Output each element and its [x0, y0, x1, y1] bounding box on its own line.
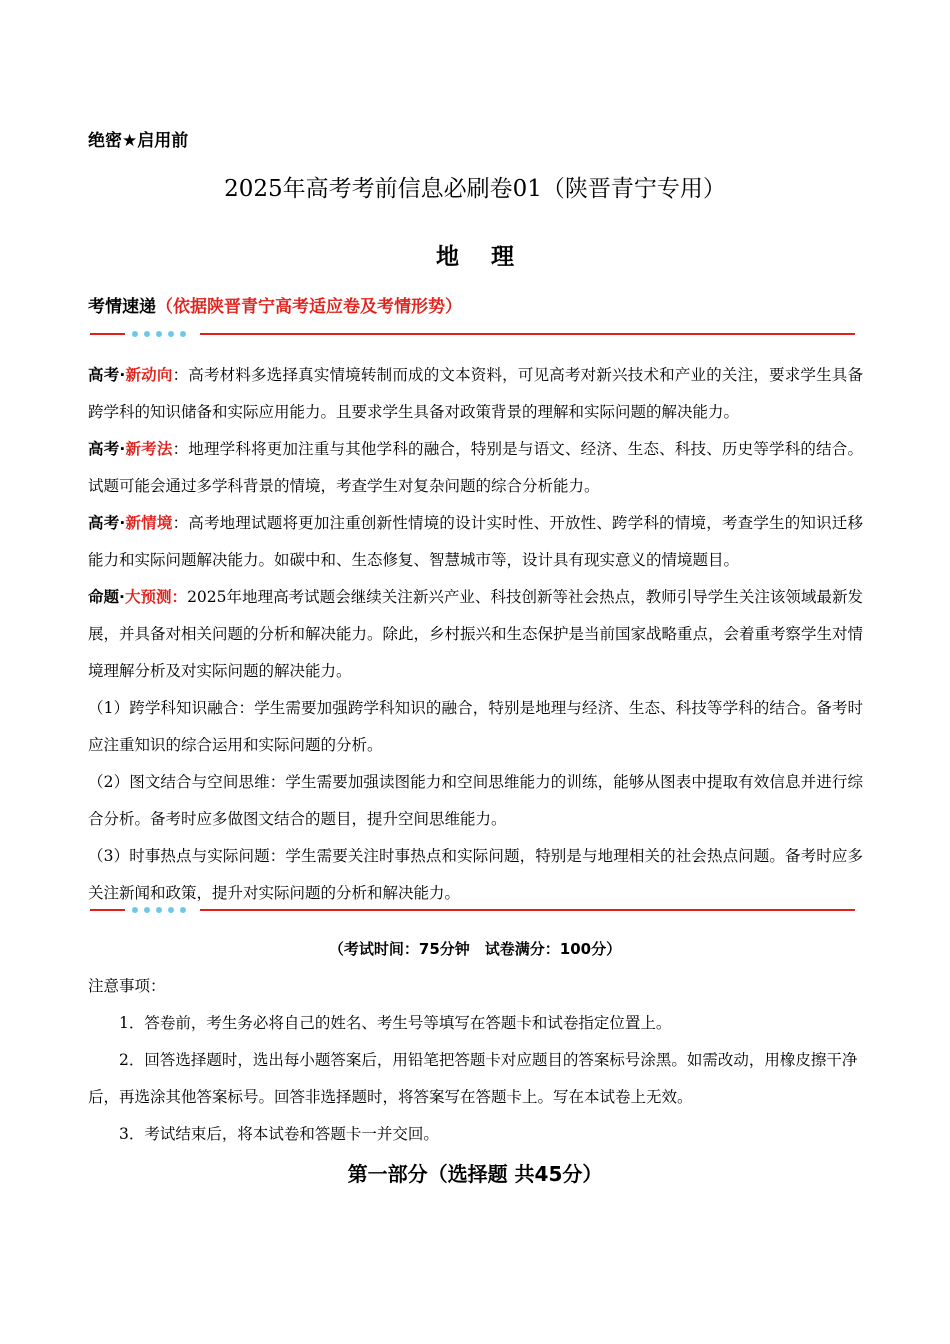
kaoqing-heading-label: 考情速递 [88, 297, 156, 317]
kaoqing-item: （2）图文结合与空间思维：学生需要加强读图能力和空间思维能力的训练，能够从图表中提取有效信息并进行综合分析。备考时应多做图文结合的题目，提升空间思维能力。 [88, 773, 863, 828]
exam-notes [88, 968, 863, 1153]
subject-title: 地 理 [435, 244, 526, 270]
kaoqing-body [88, 357, 863, 912]
kaoqing-paragraph: 命题·大预测：2025年地理高考试题会继续关注新兴产业、科技创新等社会热点，教师引导学生关注该领域最新发展，并具备对相关问题的分析和解决能力。除此，乡村振兴和生态保护是当前国家战略重点，会着重考察学生对情境理解分析及对实际问题的解决能力。 [88, 588, 864, 680]
kaoqing-paragraph: 高考·新动向：高考材料多选择真实情境转制而成的文本资料，可见高考对新兴技术和产业的关注，要求学生具备跨学科的知识储备和实际应用能力。且要求学生具备对政策背景的理解和实际问题的解决能力。 [88, 366, 863, 421]
kaoqing-paragraph: 高考·新考法：地理学科将更加注重与其他学科的融合，特别是与语文、经济、生态、科技、历史等学科的结合。试题可能会通过多学科背景的情境，考查学生对复杂问题的综合分析能力。 [88, 440, 863, 495]
note-item: 3．考试结束后，将本试卷和答题卡一并交回。 [119, 1125, 439, 1143]
note-item: 1．答卷前，考生务必将自己的姓名、考生号等填写在答题卡和试卷指定位置上。 [119, 1014, 672, 1032]
section-divider-bottom [90, 906, 855, 914]
exam-title: 2025年高考考前信息必刷卷01（陕晋青宁专用） [224, 176, 726, 202]
kaoqing-heading [88, 292, 462, 317]
notes-title: 注意事项： [88, 977, 166, 995]
exam-time-info: （考试时间：75分钟 试卷满分：100分） [328, 940, 622, 958]
kaoqing-heading-note: （依据陕晋青宁高考适应卷及考情形势） [156, 297, 462, 317]
section-divider-top [90, 330, 855, 338]
kaoqing-item: （3）时事热点与实际问题：学生需要关注时事热点和实际问题，特别是与地理相关的社会热点问题。备考时应多关注新闻和政策，提升对实际问题的分析和解决能力。 [88, 847, 863, 902]
kaoqing-item: （1）跨学科知识融合：学生需要加强跨学科知识的融合，特别是地理与经济、生态、科技等学科的结合。备考时应注重知识的综合运用和实际问题的分析。 [88, 699, 863, 754]
confidential-label: 绝密★启用前 [88, 131, 189, 151]
note-item: 2．回答选择题时，选出每小题答案后，用铅笔把答题卡对应题目的答案标号涂黑。如需改动，用橡皮擦干净后，再选涂其他答案标号。回答非选择题时，将答案写在答题卡上。写在本试卷上无效。 [88, 1051, 858, 1106]
part-one-title: 第一部分（选择题 共45分） [347, 1162, 603, 1186]
kaoqing-paragraph: 高考·新情境：高考地理试题将更加注重创新性情境的设计实时性、开放性、跨学科的情境，考查学生的知识迁移能力和实际问题解决能力。如碳中和、生态修复、智慧城市等，设计具有现实意义的情境题目。 [88, 514, 863, 569]
